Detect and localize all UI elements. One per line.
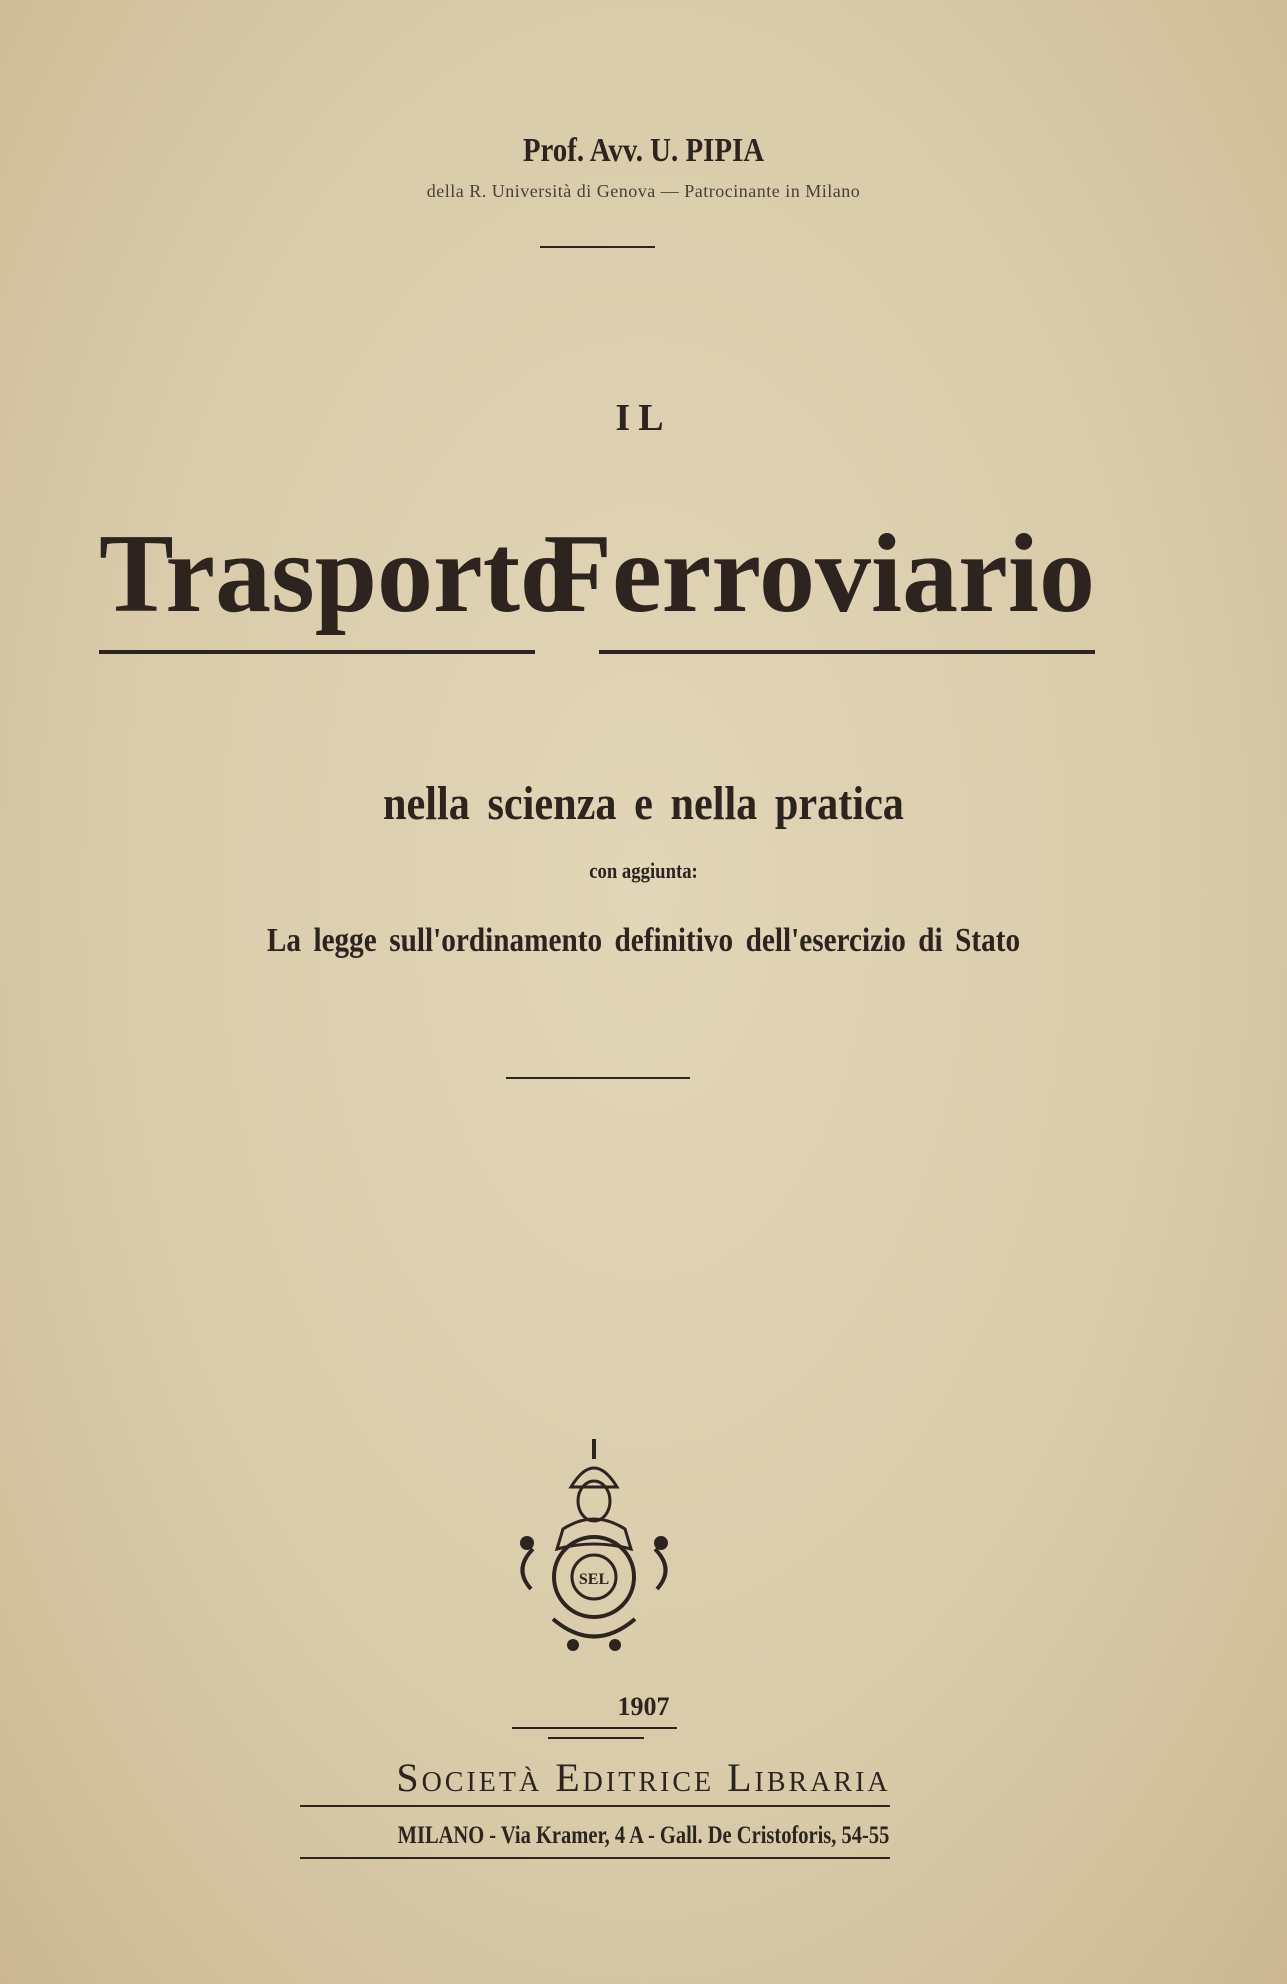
divider <box>548 1737 644 1739</box>
svg-text:SEL: SEL <box>578 1571 610 1588</box>
author-affiliation: della R. Università di Genova — Patrocinante in Milano <box>426 181 861 201</box>
divider <box>506 1077 690 1079</box>
divider <box>512 1727 677 1729</box>
subtitle: nella scienza e nella pratica <box>383 777 904 830</box>
title-word-1: Trasporto <box>99 512 576 636</box>
publisher-emblem <box>513 1439 675 1655</box>
author-name: Prof. Avv. U. PIPIA <box>522 132 765 169</box>
divider <box>300 1805 890 1807</box>
title-underline-1 <box>99 650 535 654</box>
addition-text: La legge sull'ordinamento definitivo dell'esercizio di Stato <box>266 922 1021 959</box>
title-word-2: Ferroviario <box>543 512 1095 636</box>
divider <box>300 1857 890 1859</box>
divider <box>540 246 655 248</box>
title-article: IL <box>615 397 672 439</box>
main-title <box>99 510 1095 640</box>
title-underline-2 <box>599 650 1095 654</box>
publisher-address: MILANO - Via Kramer, 4 A - Gall. De Cristoforis, 54-55 <box>397 1822 890 1849</box>
addition-label: con aggiunta: <box>589 858 698 883</box>
publication-year: 1907 <box>617 1692 670 1721</box>
publisher-name: Società Editrice Libraria <box>396 1755 891 1800</box>
